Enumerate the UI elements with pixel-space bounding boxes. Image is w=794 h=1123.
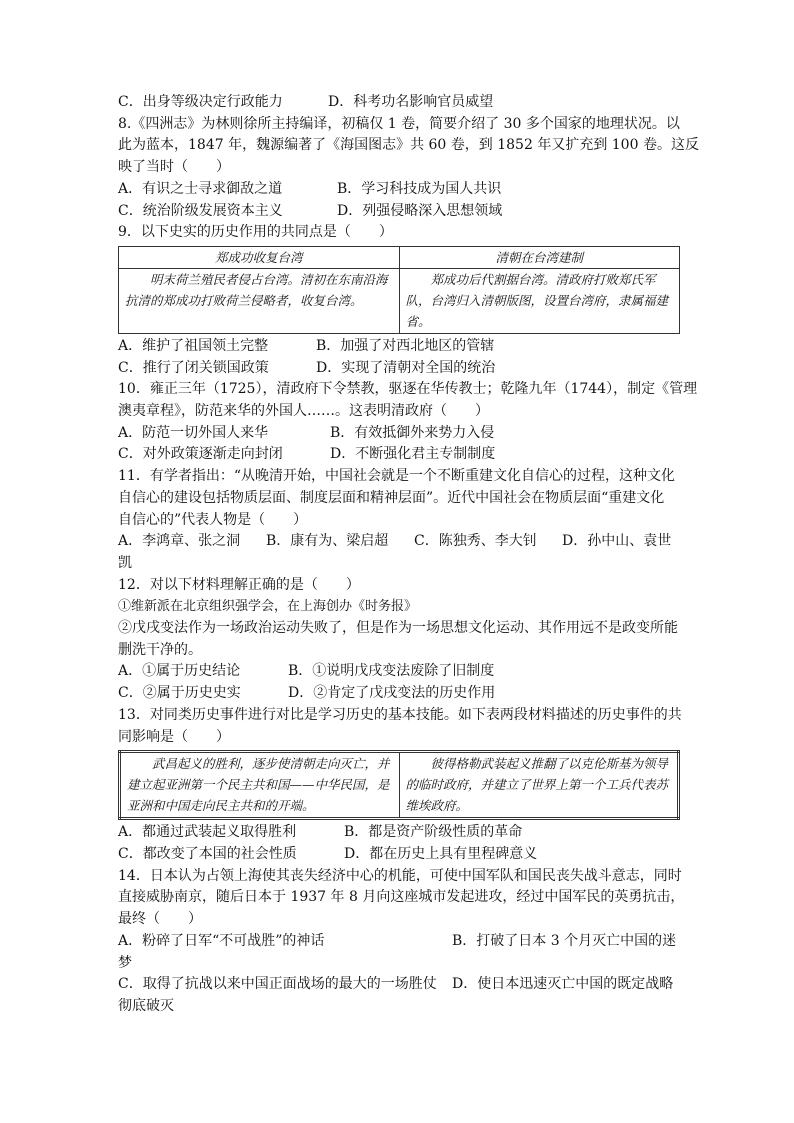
q14-option-d-tail: 彻底破灭: [118, 997, 174, 1014]
q9-options-row-1: [118, 336, 680, 358]
q12-options-row-2: [118, 683, 680, 705]
q12-option-b: B．①说明戊戌变法废除了旧制度: [288, 663, 495, 680]
q13-options-row-2: [118, 844, 680, 866]
q9-options-row-2: [118, 358, 680, 380]
q9-table-cell-2: 郑成功后代割据台湾。清政府打败郑氏军队，台湾归入清朝版图，设置台湾府，隶属福建省。: [399, 268, 680, 333]
q10-options-row-1: [118, 423, 680, 445]
q14-option-d: D．使日本迅速灭亡中国的既定战略: [452, 976, 674, 993]
q11-options: [118, 531, 680, 553]
q8-option-b: B．学习科技成为国人共识: [337, 180, 502, 197]
q14-options-row-2: [118, 974, 680, 996]
q11-stem-1: 11．有学者指出：“从晚清开始，中国社会就是一个不断重建文化自信心的过程，这种文化: [118, 468, 675, 485]
q10-options-row-2: [118, 444, 680, 466]
q9-option-a: A．维护了祖国领土完整: [118, 337, 269, 354]
q10-option-c: C．对外政策逐渐走向封闭: [118, 446, 283, 463]
q10-stem-2: 澳夷章程》，防范来华的外国人……。这表明清政府（ ）: [118, 403, 489, 420]
q12-stem: 12．对以下材料理解正确的是（ ）: [118, 576, 360, 593]
q11-option-a: A．李鸿章、张之洞: [118, 533, 241, 550]
q14-option-a: A．粉碎了日军“不可战胜”的神话: [118, 932, 325, 949]
q13-stem-1: 13．对同类历史事件进行对比是学习历史的基本技能。如下表两段材料描述的历史事件的共: [118, 706, 682, 723]
q12-option-c: C．②属于历史史实: [118, 685, 241, 702]
q13-stem-2: 同影响是（ ）: [118, 728, 230, 745]
q10-option-a: A．防范一切外国人来华: [118, 424, 269, 441]
q11-option-b: B．康有为、梁启超: [266, 533, 389, 550]
q14-stem-2: 直接威胁南京，随后日本于 1937 年 8 月向这座城市发起进攻，经过中国军民的英勇抗击，: [118, 889, 685, 906]
q13-option-a: A．都通过武装起义取得胜利: [118, 824, 297, 841]
q8-option-c: C．统治阶级发展资本主义: [118, 202, 283, 219]
q12-option-a: A．①属于历史结论: [118, 663, 241, 680]
q10-stem-1: 10．雍正三年（1725），清政府下令禁教，驱逐在华传教士；乾隆九年（1744），制定《管理: [118, 381, 698, 398]
q14-stem-1: 14．日本认为占领上海使其丧失经济中心的机能，可使中国军队和国民丧失战斗意志，同时: [118, 867, 682, 884]
q8-option-d: D．列强侵略深入思想领域: [337, 202, 503, 219]
q9-option-b: B．加强了对西北地区的管辖: [316, 337, 495, 354]
q11-option-d: D．孙中山、袁世: [562, 533, 672, 550]
q8-stem-3: 映了当时（ ）: [118, 159, 230, 176]
q14-options-row-1: [118, 931, 680, 953]
q7-option-d: D．科考功名影响官员威望: [328, 94, 494, 110]
q8-stem-2: 此为蓝本，1847 年，魏源编著了《海国图志》共 60 卷，到 1852 年又扩充到 100 卷。这反: [118, 137, 699, 154]
q12-material-2-line-1: ②戊戌变法作为一场政治运动失败了，但是作为一场思想文化运动、其作用远不是政变所能: [118, 620, 678, 637]
q10-option-b: B．有效抵御外来势力入侵: [330, 424, 495, 441]
q13-options-row-1: [118, 822, 680, 844]
q12-option-d: D．②肯定了戊戌变法的历史作用: [288, 685, 496, 702]
q12-material-2-line-2: 删洗干净的。: [118, 641, 202, 658]
q10-option-d: D．不断强化君主专制制度: [330, 446, 496, 463]
q13-option-c: C．都改变了本国的社会性质: [118, 845, 297, 862]
q12-material-1: ①维新派在北京组织强学会，在上海创办《时务报》: [118, 599, 418, 615]
q8-stem-1: 8.《四洲志》为林则徐所主持编译，初稿仅 1 卷，简要介绍了 30 多个国家的地理状况。以: [118, 115, 680, 132]
q11-option-d-tail: 凯: [118, 554, 132, 571]
q11-stem-3: 自信心的”代表人物是（ ）: [118, 511, 308, 528]
q14-option-b-tail: 梦: [118, 954, 132, 971]
exam-page: [118, 92, 699, 1018]
q9-material-table: [118, 246, 680, 334]
q9-table-header-2: 清朝在台湾建制: [399, 246, 680, 268]
q11-stem-2: 自信心的建设包括物质层面、制度层面和精神层面”。近代中国社会在物质层面“重建文化: [118, 489, 665, 506]
q9-table-cell-1: 明末荷兰殖民者侵占台湾。清初在东南沿海抗清的郑成功打败荷兰侵略者，收复台湾。: [119, 268, 400, 333]
q13-table-cell-2: 彼得格勒武装起义推翻了以克伦斯基为领导的临时政府，并建立了世界上第一个工兵代表苏维埃政府。: [399, 752, 679, 819]
q8-option-a: A．有识之士寻求御敌之道: [118, 180, 283, 197]
q14-option-b: B．打破了日本 3 个月灭亡中国的迷: [452, 932, 677, 949]
q9-table-header-1: 郑成功收复台湾: [119, 246, 400, 268]
q9-option-c: C．推行了闭关锁国政策: [118, 359, 269, 376]
q13-option-b: B．都是资产阶级性质的革命: [344, 824, 523, 841]
q13-material-table: [118, 750, 680, 820]
q7-options: [118, 92, 680, 114]
q9-stem: 9．以下史实的历史作用的共同点是（ ）: [118, 224, 393, 241]
q7-option-c: C．出身等级决定行政能力: [118, 94, 283, 110]
q9-option-d: D．实现了清朝对全国的统治: [316, 359, 496, 376]
q14-option-c: C．取得了抗战以来中国正面战场的最大的一场胜仗: [118, 976, 437, 993]
q14-stem-3: 最终（ ）: [118, 911, 202, 928]
q12-options-row-1: [118, 661, 680, 683]
q13-option-d: D．都在历史上具有里程碑意义: [344, 845, 538, 862]
q11-option-c: C．陈独秀、李大钊: [414, 533, 537, 550]
q13-table-cell-1: 武昌起义的胜利，逐步使清朝走向灭亡，并建立起亚洲第一个民主共和国——中华民国，是亚洲和中国走向民主共和的开端。: [120, 752, 400, 819]
q8-options-row-2: [118, 201, 680, 223]
q8-options-row-1: [118, 179, 680, 201]
